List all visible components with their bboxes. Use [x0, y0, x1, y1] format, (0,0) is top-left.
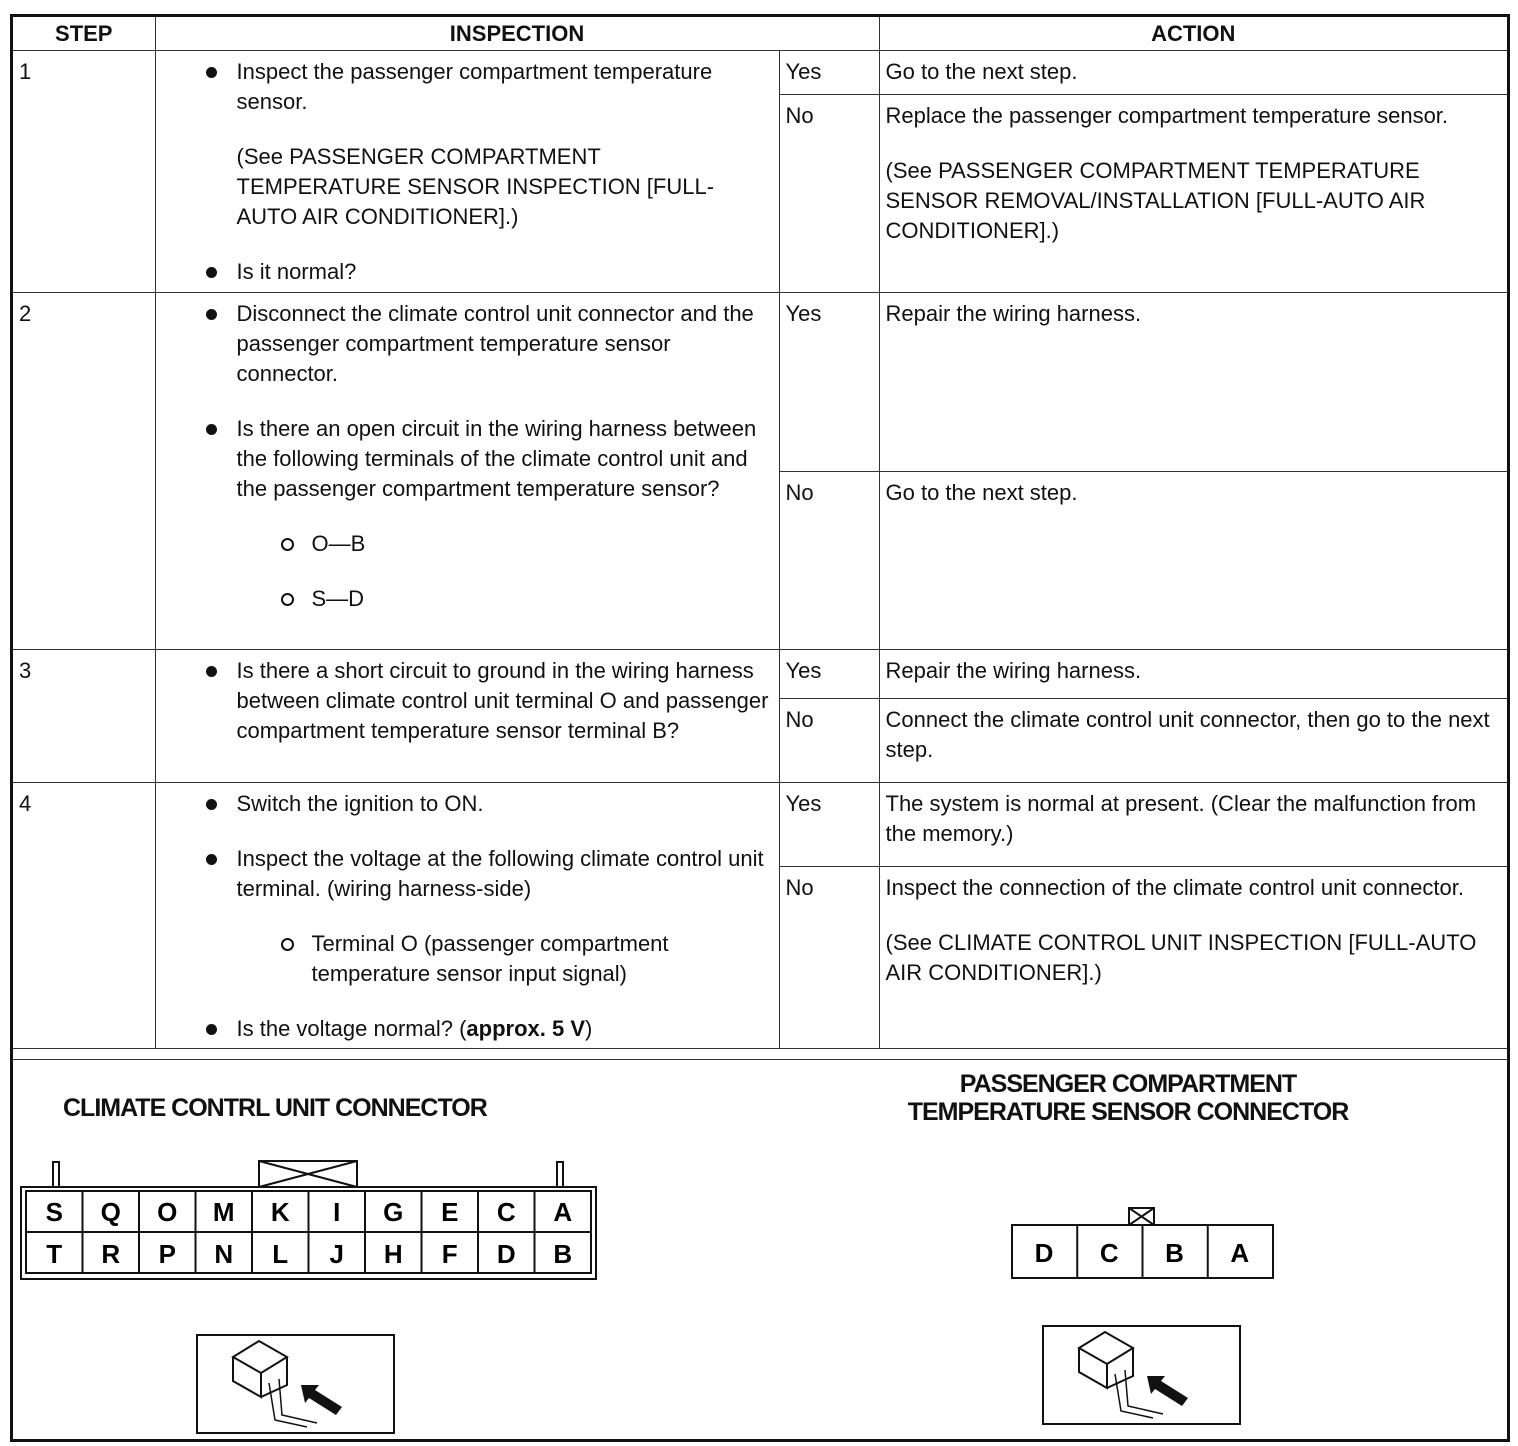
- terminal-label: C: [496, 1197, 516, 1227]
- item-text: Is the voltage normal? (: [236, 1016, 467, 1041]
- connector-drawings: [13, 1060, 1507, 1440]
- terminal-label: E: [441, 1197, 459, 1227]
- sensor-title-line2: TEMPERATURE SENSOR CONNECTOR: [907, 1098, 1349, 1126]
- table-header-row: [13, 17, 1507, 51]
- connector-icon: [1079, 1332, 1133, 1388]
- action-text: (See CLIMATE CONTROL UNIT INSPECTION [FULL-AUTO AIR CONDITIONER].): [885, 930, 1477, 985]
- header-inspection: INSPECTION: [155, 17, 879, 51]
- bullet-item: [156, 789, 769, 819]
- bullet-item: [156, 257, 769, 287]
- answer-yes: Yes: [779, 51, 879, 95]
- terminal-label: N: [214, 1239, 234, 1269]
- answer-yes: Yes: [779, 783, 879, 867]
- sub-bullet-item: [156, 584, 769, 614]
- climate-connector-lock-cross: [259, 1161, 357, 1187]
- terminal-label: H: [383, 1239, 403, 1269]
- item-text: Is there a short circuit to ground in the wiring harness between climate control unit terminal O and passenger compartment temperature sensor terminal B?: [236, 658, 769, 743]
- answer-no: No: [779, 699, 879, 783]
- item-text: S—D: [311, 586, 365, 611]
- action-cell: [879, 650, 1507, 699]
- action-text: Go to the next step.: [885, 480, 1078, 505]
- sensor-connector-lock-cross: [1129, 1208, 1154, 1225]
- terminal-label: O: [157, 1197, 178, 1227]
- item-text: (See PASSENGER COMPARTMENT TEMPERATURE SENSOR INSPECTION [FULL-AUTO AIR CONDITIONER].): [236, 144, 715, 229]
- terminal-label: R: [101, 1239, 121, 1269]
- connector-diagrams: [13, 1059, 1507, 1440]
- action-cell: [879, 95, 1507, 293]
- inspection-table: [13, 17, 1507, 1049]
- answer-no: No: [779, 867, 879, 1049]
- bullet-item: [156, 414, 769, 504]
- inspection-cell: [155, 650, 779, 783]
- inspection-cell: [155, 51, 779, 293]
- answer-yes: Yes: [779, 293, 879, 472]
- arrow-icon: [1147, 1376, 1188, 1406]
- item-text: Inspect the voltage at the following climate control unit terminal. (wiring harness-side): [236, 846, 764, 901]
- inspection-cell: [155, 293, 779, 650]
- inspection-cell: [155, 783, 779, 1049]
- item-text: Inspect the passenger compartment temperature sensor.: [236, 59, 713, 114]
- terminal-label: I: [333, 1197, 341, 1227]
- terminal-label: B: [553, 1239, 573, 1269]
- terminal-label: M: [212, 1197, 235, 1227]
- action-text: (See PASSENGER COMPARTMENT TEMPERATURE SENSOR REMOVAL/INSTALLATION [FULL-AUTO AIR CONDITIONER].): [885, 158, 1426, 243]
- action-cell: [879, 783, 1507, 867]
- action-text: The system is normal at present. (Clear the malfunction from the memory.): [885, 791, 1477, 846]
- climate-connector-latch-right: [557, 1162, 563, 1187]
- terminal-label: Q: [100, 1197, 121, 1227]
- step-number: 1: [13, 51, 155, 293]
- bullet-item: [156, 656, 769, 746]
- sub-bullet-item: [156, 929, 769, 989]
- step-number: 4: [13, 783, 155, 1049]
- bullet-item: [156, 299, 769, 389]
- answer-no: No: [779, 95, 879, 293]
- table-row: [13, 293, 1507, 472]
- table-row: [13, 650, 1507, 699]
- item-text: Switch the ignition to ON.: [236, 791, 484, 816]
- terminal-label: A: [1230, 1238, 1250, 1268]
- connector-icon: [233, 1341, 287, 1397]
- action-cell: [879, 51, 1507, 95]
- climate-connector-latch-left: [53, 1162, 59, 1187]
- action-cell: [879, 472, 1507, 650]
- terminal-label: T: [46, 1239, 63, 1269]
- terminal-label: S: [45, 1197, 63, 1227]
- bullet-item: [156, 1014, 769, 1044]
- item-text-after: ): [585, 1016, 593, 1041]
- terminal-label: D: [1034, 1238, 1054, 1268]
- item-emphasis: approx. 5 V: [466, 1016, 585, 1041]
- terminal-label: F: [441, 1239, 458, 1269]
- action-text: Repair the wiring harness.: [885, 301, 1142, 326]
- action-text: Go to the next step.: [885, 59, 1078, 84]
- step-number: 2: [13, 293, 155, 650]
- answer-yes: Yes: [779, 650, 879, 699]
- climate-connector-title: CLIMATE CONTRL UNIT CONNECTOR: [63, 1094, 487, 1122]
- header-action: ACTION: [879, 17, 1507, 51]
- action-text: Replace the passenger compartment temperature sensor.: [885, 103, 1449, 128]
- terminal-label: J: [329, 1239, 344, 1269]
- table-row: [13, 783, 1507, 867]
- bullet-item: [156, 844, 769, 904]
- header-step: STEP: [13, 17, 155, 51]
- action-text: Connect the climate control unit connector, then go to the next step.: [885, 707, 1490, 762]
- item-text: Terminal O (passenger compartment temperature sensor input signal): [311, 931, 669, 986]
- item-text: O—B: [311, 531, 366, 556]
- terminal-label: A: [553, 1197, 573, 1227]
- terminal-label: C: [1099, 1238, 1119, 1268]
- terminal-label: G: [383, 1197, 404, 1227]
- terminal-label: L: [272, 1239, 289, 1269]
- item-text: Is it normal?: [236, 259, 357, 284]
- action-cell: [879, 867, 1507, 1049]
- sub-bullet-item: [156, 529, 769, 559]
- inspection-procedure-sheet: [10, 14, 1510, 1442]
- action-text: Repair the wiring harness.: [885, 658, 1142, 683]
- action-cell: [879, 293, 1507, 472]
- step-number: 3: [13, 650, 155, 783]
- item-text: Is there an open circuit in the wiring harness between the following terminals of the climate control unit and the passenger compartment temperature sensor?: [236, 416, 757, 501]
- bullet-item: [156, 57, 769, 117]
- item-text: Disconnect the climate control unit connector and the passenger compartment temperature sensor connector.: [236, 301, 754, 386]
- reference-note: [156, 142, 769, 232]
- table-row: [13, 51, 1507, 95]
- sensor-title-line1: PASSENGER COMPARTMENT: [959, 1070, 1297, 1098]
- terminal-label: B: [1165, 1238, 1184, 1268]
- action-text: Inspect the connection of the climate control unit connector.: [885, 875, 1464, 900]
- arrow-icon: [301, 1385, 342, 1415]
- terminal-label: D: [496, 1239, 516, 1269]
- terminal-label: K: [270, 1197, 290, 1227]
- action-cell: [879, 699, 1507, 783]
- answer-no: No: [779, 472, 879, 650]
- terminal-label: P: [158, 1239, 176, 1269]
